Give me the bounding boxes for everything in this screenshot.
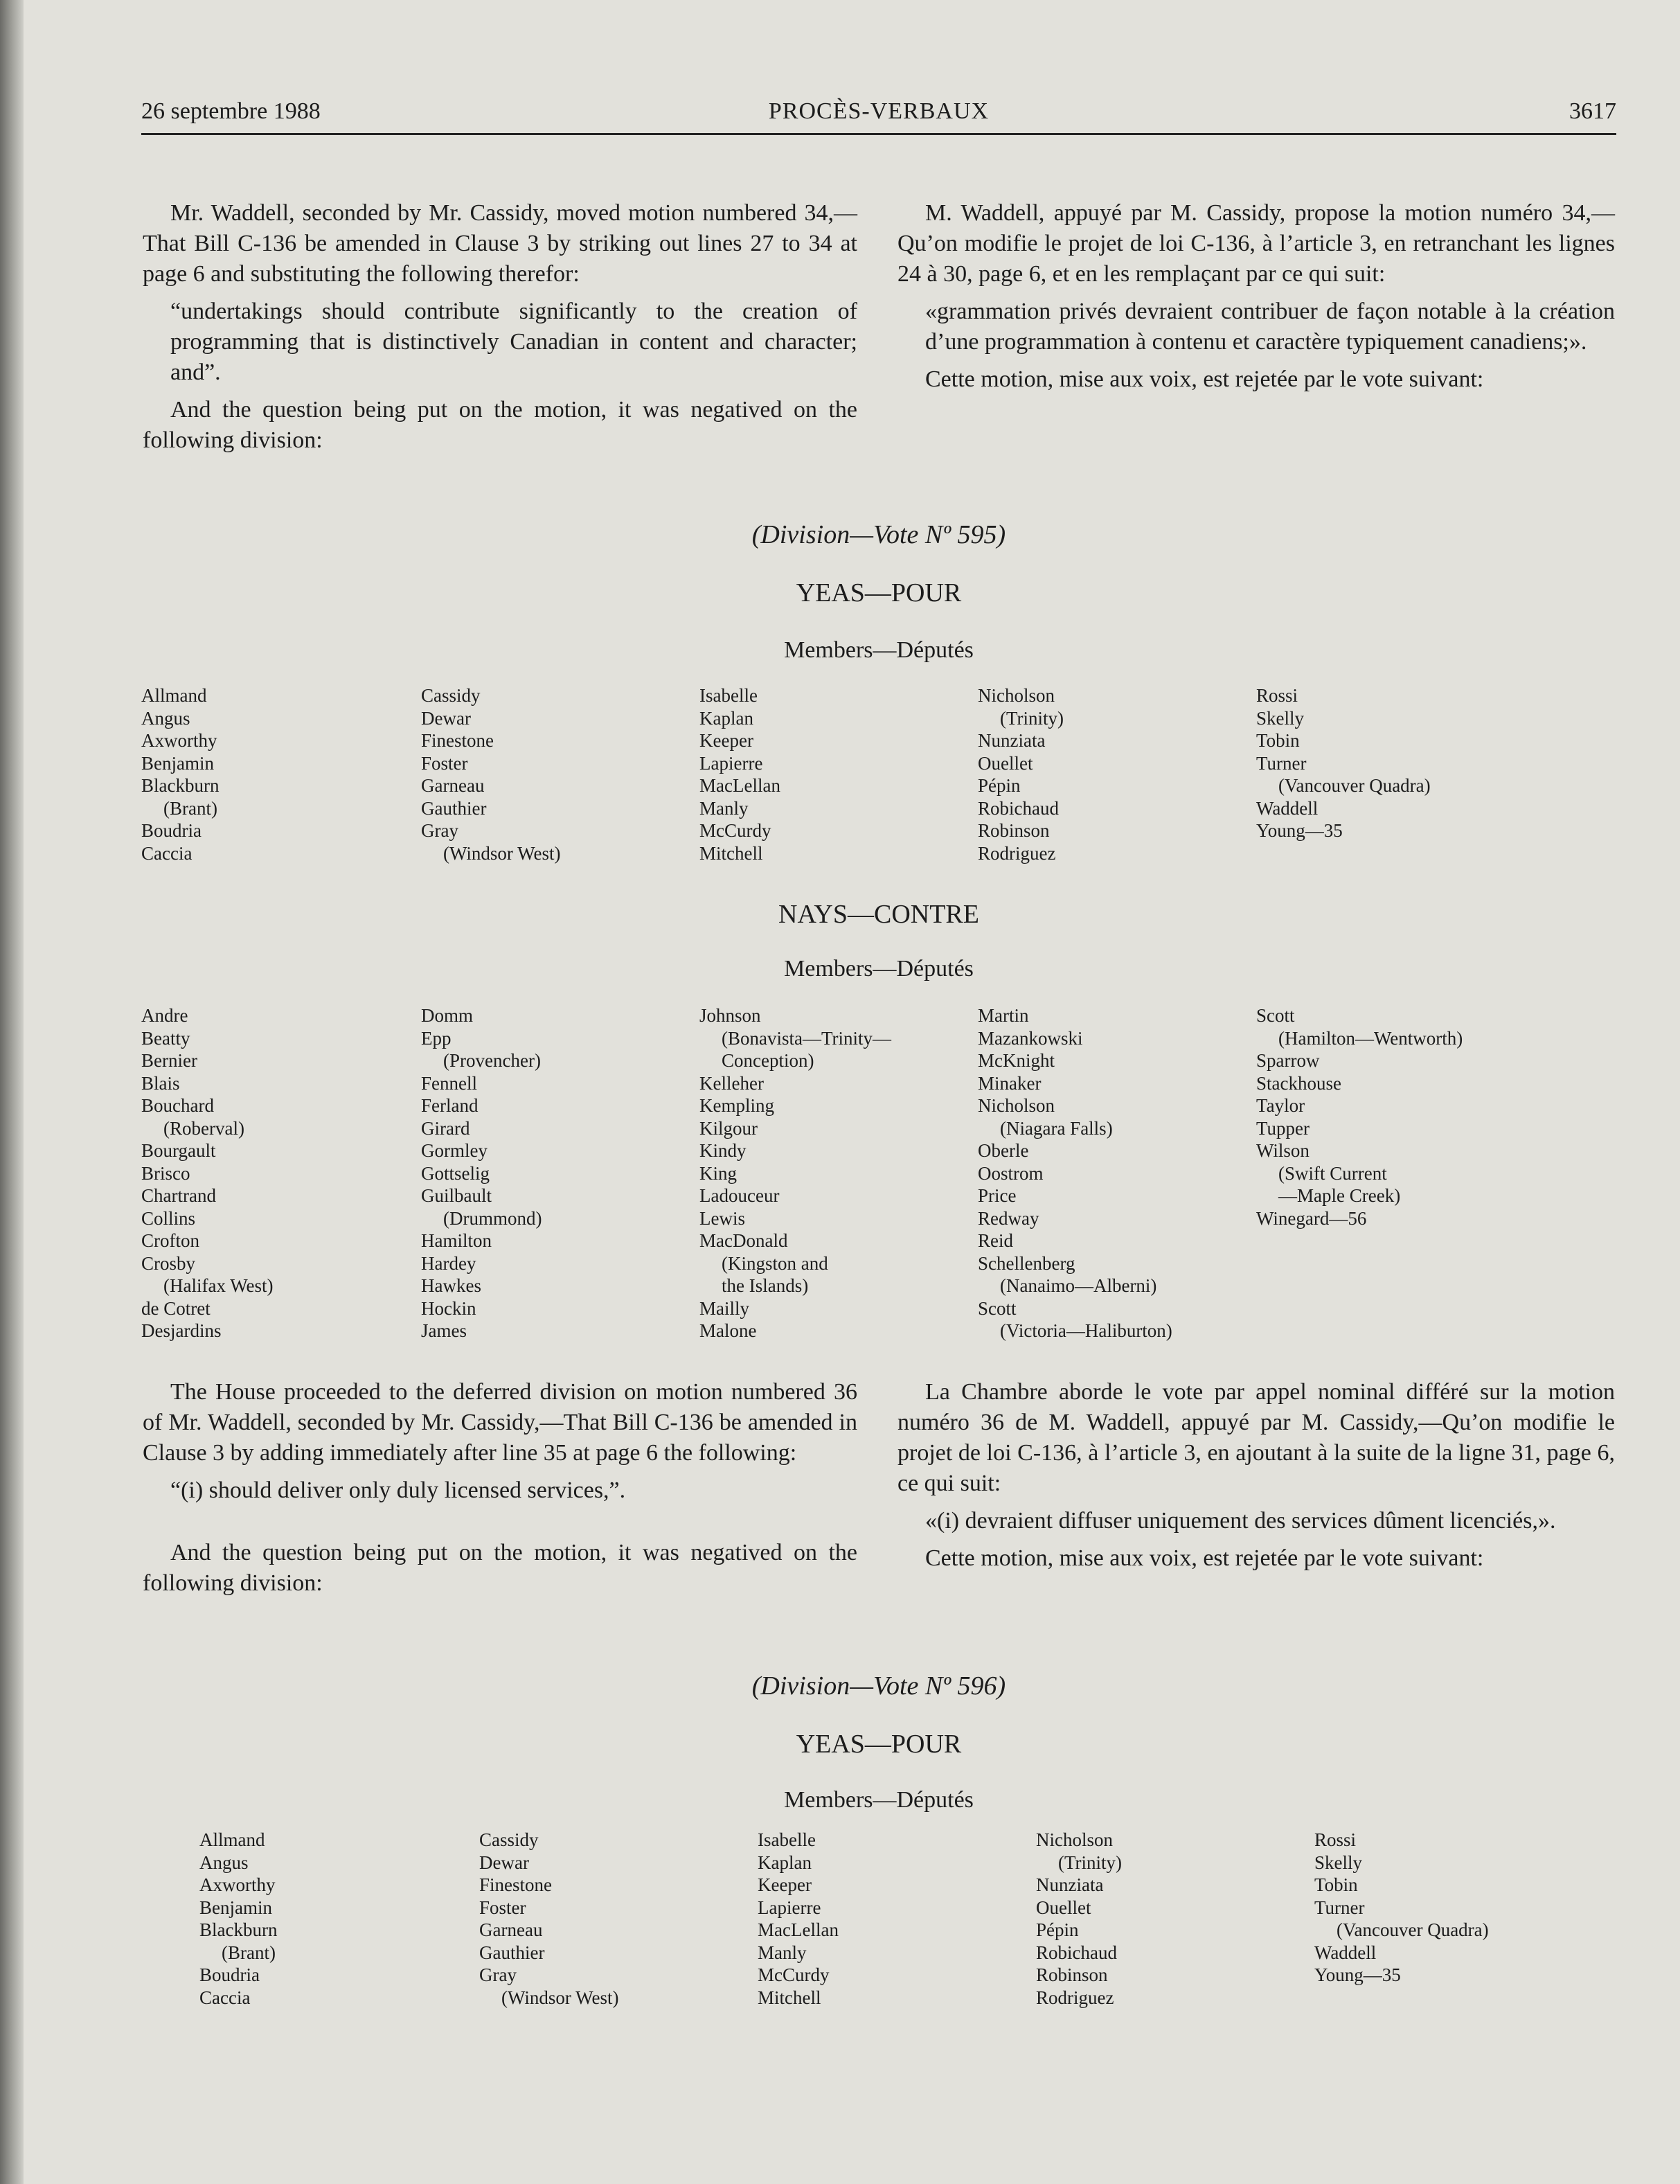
member-name: Robichaud (1036, 1942, 1117, 1963)
member-name: Caccia (199, 1987, 251, 2008)
member-name: (Bonavista—Trinity— (722, 1027, 892, 1049)
vote596-yeas-members-heading: Members—Députés (784, 1787, 974, 1813)
member-name: Garneau (479, 1919, 543, 1940)
member-name: Schellenberg (978, 1252, 1075, 1274)
member-name: Sparrow (1256, 1050, 1320, 1071)
member-name: Hamilton (421, 1230, 492, 1251)
member-name: Benjamin (141, 752, 214, 774)
member-name: Hardey (421, 1252, 476, 1274)
motion36-fr-quote: «(i) devraient diffuser uniquement des services dûment licenciés,». (925, 1508, 1556, 1534)
member-column (141, 1004, 418, 1342)
member-name: Mazankowski (978, 1027, 1083, 1049)
member-name: Waddell (1314, 1942, 1377, 1963)
member-name: Waddell (1256, 797, 1319, 819)
member-name: Tupper (1256, 1117, 1310, 1139)
member-name: Price (978, 1185, 1017, 1206)
member-name: Hockin (421, 1297, 476, 1319)
member-name: Boudria (199, 1964, 260, 1985)
member-name: Martin (978, 1005, 1029, 1026)
member-name: Nicholson (978, 1095, 1055, 1116)
section1-french (897, 198, 1615, 395)
member-name: Finestone (421, 730, 494, 751)
member-name: Keeper (699, 730, 753, 751)
member-name: Domm (421, 1005, 474, 1026)
member-name: (Drummond) (443, 1207, 542, 1229)
member-name: (Brant) (222, 1942, 276, 1963)
member-name: (Windsor West) (501, 1987, 619, 2008)
member-column (1036, 1829, 1313, 2009)
motion34-en-text: Mr. Waddell, seconded by Mr. Cassidy, moved motion numbered 34,—That Bill C-136 be amended in Clause 3 by striking out lines 27 to 34 at page 6 and substituting the following therefor: (143, 200, 857, 287)
member-name: Turner (1314, 1897, 1365, 1918)
member-name: (Victoria—Haliburton) (1000, 1320, 1172, 1341)
member-name: Kelleher (699, 1072, 764, 1094)
member-column (199, 1829, 476, 2009)
member-name: Ouellet (978, 752, 1033, 774)
member-name: Gottselig (421, 1162, 490, 1184)
member-name: Beatty (141, 1027, 190, 1049)
member-column (758, 1829, 1035, 2009)
member-name: Kaplan (758, 1852, 812, 1873)
member-name: Gauthier (479, 1942, 545, 1963)
member-name: —Maple Creek) (1278, 1185, 1401, 1206)
member-name: Young—35 (1256, 820, 1343, 841)
member-name: Dewar (479, 1852, 529, 1873)
section2-english (143, 1377, 857, 1599)
member-name: Mitchell (699, 842, 763, 864)
member-name: Tobin (1314, 1874, 1358, 1895)
member-name: (Vancouver Quadra) (1337, 1919, 1489, 1940)
vote596-title: (Division—Vote Nº 596) (751, 1671, 1006, 1701)
member-name: Andre (141, 1005, 188, 1026)
member-name: Gormley (421, 1140, 488, 1161)
member-name: Caccia (141, 842, 193, 864)
member-name: Rossi (1256, 685, 1298, 706)
member-name: Mailly (699, 1297, 749, 1319)
member-name: (Hamilton—Wentworth) (1278, 1027, 1463, 1049)
member-name: James (421, 1320, 467, 1341)
member-column (699, 1004, 976, 1342)
member-name: Crosby (141, 1252, 196, 1274)
member-name: Collins (141, 1207, 196, 1229)
member-column (1314, 1829, 1591, 1987)
member-name: Girard (421, 1117, 470, 1139)
member-name: Scott (1256, 1005, 1295, 1026)
member-name: de Cotret (141, 1297, 211, 1319)
member-name: Stackhouse (1256, 1072, 1341, 1094)
member-name: Winegard—56 (1256, 1207, 1367, 1229)
member-name: Redway (978, 1207, 1039, 1229)
member-name: Kilgour (699, 1117, 758, 1139)
member-name: King (699, 1162, 737, 1184)
member-name: Gray (421, 820, 458, 841)
member-name: Foster (479, 1897, 526, 1918)
member-name: Rodriguez (1036, 1987, 1114, 2008)
member-name: Guilbault (421, 1185, 492, 1206)
member-column (699, 684, 976, 864)
member-name: Allmand (141, 685, 207, 706)
member-name: (Halifax West) (163, 1275, 274, 1296)
member-name: (Niagara Falls) (1000, 1117, 1113, 1139)
motion36-fr-text: La Chambre aborde le vote par appel nominal différé sur la motion numéro 36 de M. Waddell, appuyé par M. Cassidy,—Qu’on modifie le projet de loi C-136, à l’article 3, en ajoutant à la suite de la ligne 31, page 6, ce qui suit: (897, 1379, 1615, 1496)
member-name: Lapierre (699, 752, 763, 774)
member-name: (Brant) (163, 797, 217, 819)
member-name: Lewis (699, 1207, 745, 1229)
member-name: Bouchard (141, 1095, 214, 1116)
member-name: Lapierre (758, 1897, 821, 1918)
member-name: Foster (421, 752, 468, 774)
motion36-en-quote: “(i) should deliver only duly licensed services,”. (170, 1477, 626, 1503)
member-name: Dewar (421, 707, 471, 729)
member-name: Manly (699, 797, 749, 819)
member-name: Garneau (421, 775, 485, 796)
member-name: (Swift Current (1278, 1162, 1387, 1184)
member-name: Tobin (1256, 730, 1300, 751)
member-name: Blais (141, 1072, 180, 1094)
member-name: Skelly (1314, 1852, 1363, 1873)
member-column (421, 684, 698, 864)
member-name: MacDonald (699, 1230, 788, 1251)
member-name: Nunziata (978, 730, 1046, 751)
member-name: Pépin (978, 775, 1021, 796)
member-name: Angus (199, 1852, 249, 1873)
vote595-yeas-heading: YEAS—POUR (796, 578, 962, 607)
member-name: Chartrand (141, 1185, 216, 1206)
header-title: PROCÈS-VERBAUX (768, 98, 990, 124)
member-name: Axworthy (199, 1874, 276, 1895)
member-name: Kempling (699, 1095, 774, 1116)
member-name: Finestone (479, 1874, 552, 1895)
member-name: Reid (978, 1230, 1013, 1251)
motion34-en-result: And the question being put on the motion, it was negatived on the following division: (143, 397, 857, 453)
member-name: Fennell (421, 1072, 477, 1094)
member-name: (Trinity) (1000, 707, 1064, 729)
member-name: Turner (1256, 752, 1307, 774)
member-name: Keeper (758, 1874, 812, 1895)
motion34-en-quote: “undertakings should contribute significantly to the creation of programming that is distinctively Canadian in content and character; and”. (170, 299, 857, 385)
member-column (421, 1004, 698, 1342)
member-name: MacLellan (758, 1919, 839, 1940)
member-name: Minaker (978, 1072, 1042, 1094)
member-name: McKnight (978, 1050, 1055, 1071)
member-name: Manly (758, 1942, 807, 1963)
member-name: (Windsor West) (443, 842, 561, 864)
member-name: Rodriguez (978, 842, 1056, 864)
binding-edge (0, 0, 24, 2184)
member-name: Bernier (141, 1050, 197, 1071)
member-column (141, 684, 418, 864)
member-name: Oberle (978, 1140, 1029, 1161)
motion36-en-result: And the question being put on the motion, it was negatived on the following division: (143, 1540, 857, 1596)
member-name: Gauthier (421, 797, 487, 819)
member-name: Axworthy (141, 730, 217, 751)
member-name: Robichaud (978, 797, 1059, 819)
member-name: Wilson (1256, 1140, 1310, 1161)
member-name: Taylor (1256, 1095, 1305, 1116)
member-name: Nunziata (1036, 1874, 1104, 1895)
member-name: Epp (421, 1027, 452, 1049)
motion34-fr-result: Cette motion, mise aux voix, est rejetée par le vote suivant: (925, 366, 1484, 392)
vote595-nays-members-heading: Members—Députés (784, 956, 974, 982)
member-name: Johnson (699, 1005, 761, 1026)
member-name: McCurdy (699, 820, 771, 841)
member-name: Boudria (141, 820, 202, 841)
page-number: 3617 (1569, 98, 1616, 124)
member-name: Rossi (1314, 1829, 1357, 1850)
member-name: (Kingston and (722, 1252, 828, 1274)
vote595-yeas-members-heading: Members—Députés (784, 637, 974, 663)
member-name: MacLellan (699, 775, 780, 796)
member-name: Conception) (722, 1050, 814, 1071)
member-name: Bourgault (141, 1140, 216, 1161)
member-name: (Roberval) (163, 1117, 244, 1139)
section1-english (143, 198, 857, 456)
member-name: Ferland (421, 1095, 479, 1116)
member-name: (Trinity) (1058, 1852, 1123, 1873)
member-name: Brisco (141, 1162, 190, 1184)
member-name: Pépin (1036, 1919, 1079, 1940)
member-name: (Provencher) (443, 1050, 541, 1071)
member-name: Mitchell (758, 1987, 821, 2008)
member-name: Scott (978, 1297, 1017, 1319)
vote596-yeas-heading: YEAS—POUR (796, 1730, 962, 1759)
member-name: Kaplan (699, 707, 753, 729)
member-name: Blackburn (141, 775, 220, 796)
member-name: Cassidy (479, 1829, 539, 1850)
member-column (978, 684, 1255, 864)
member-name: Hawkes (421, 1275, 481, 1296)
member-name: Isabelle (699, 685, 758, 706)
member-name: Crofton (141, 1230, 199, 1251)
member-name: Robinson (1036, 1964, 1108, 1985)
member-name: (Vancouver Quadra) (1278, 775, 1431, 796)
member-name: Cassidy (421, 685, 481, 706)
member-name: Desjardins (141, 1320, 222, 1341)
member-name: Skelly (1256, 707, 1305, 729)
vote595-nays-heading: NAYS—CONTRE (778, 900, 979, 929)
member-name: Benjamin (199, 1897, 272, 1918)
member-name: Nicholson (978, 685, 1055, 706)
member-name: Allmand (199, 1829, 265, 1850)
member-column (1256, 1004, 1533, 1229)
member-column (978, 1004, 1255, 1342)
member-name: Malone (699, 1320, 757, 1341)
member-name: Angus (141, 707, 190, 729)
member-name: Blackburn (199, 1919, 278, 1940)
member-name: Robinson (978, 820, 1050, 841)
member-name: Ouellet (1036, 1897, 1091, 1918)
motion36-fr-result: Cette motion, mise aux voix, est rejetée par le vote suivant: (925, 1545, 1484, 1571)
motion34-fr-quote: «grammation privés devraient contribuer de façon notable à la création d’une programmation à contenu et caractère typiquement canadiens;». (925, 299, 1615, 355)
member-name: Oostrom (978, 1162, 1044, 1184)
page-header (141, 97, 1616, 135)
header-date: 26 septembre 1988 (141, 98, 321, 124)
member-column (479, 1829, 756, 2009)
member-name: (Nanaimo—Alberni) (1000, 1275, 1157, 1296)
member-name: Kindy (699, 1140, 747, 1161)
member-column (1256, 684, 1533, 842)
member-name: Ladouceur (699, 1185, 780, 1206)
vote595-title: (Division—Vote Nº 595) (751, 520, 1006, 549)
member-name: McCurdy (758, 1964, 830, 1985)
motion36-en-text: The House proceeded to the deferred division on motion numbered 36 of Mr. Waddell, seconded by Mr. Cassidy,—That Bill C-136 be amended in Clause 3 by adding immediately after line 35 at page 6 the following: (143, 1379, 857, 1466)
motion34-fr-text: M. Waddell, appuyé par M. Cassidy, propose la motion numéro 34,—Qu’on modifie le projet de loi C-136, à l’article 3, en retranchant les lignes 24 à 30, page 6, et en les remplaçant par ce qui suit: (897, 200, 1615, 287)
member-name: Gray (479, 1964, 517, 1985)
member-name: Young—35 (1314, 1964, 1401, 1985)
section2-french (897, 1377, 1615, 1574)
member-name: Nicholson (1036, 1829, 1113, 1850)
member-name: the Islands) (722, 1275, 809, 1296)
member-name: Isabelle (758, 1829, 816, 1850)
